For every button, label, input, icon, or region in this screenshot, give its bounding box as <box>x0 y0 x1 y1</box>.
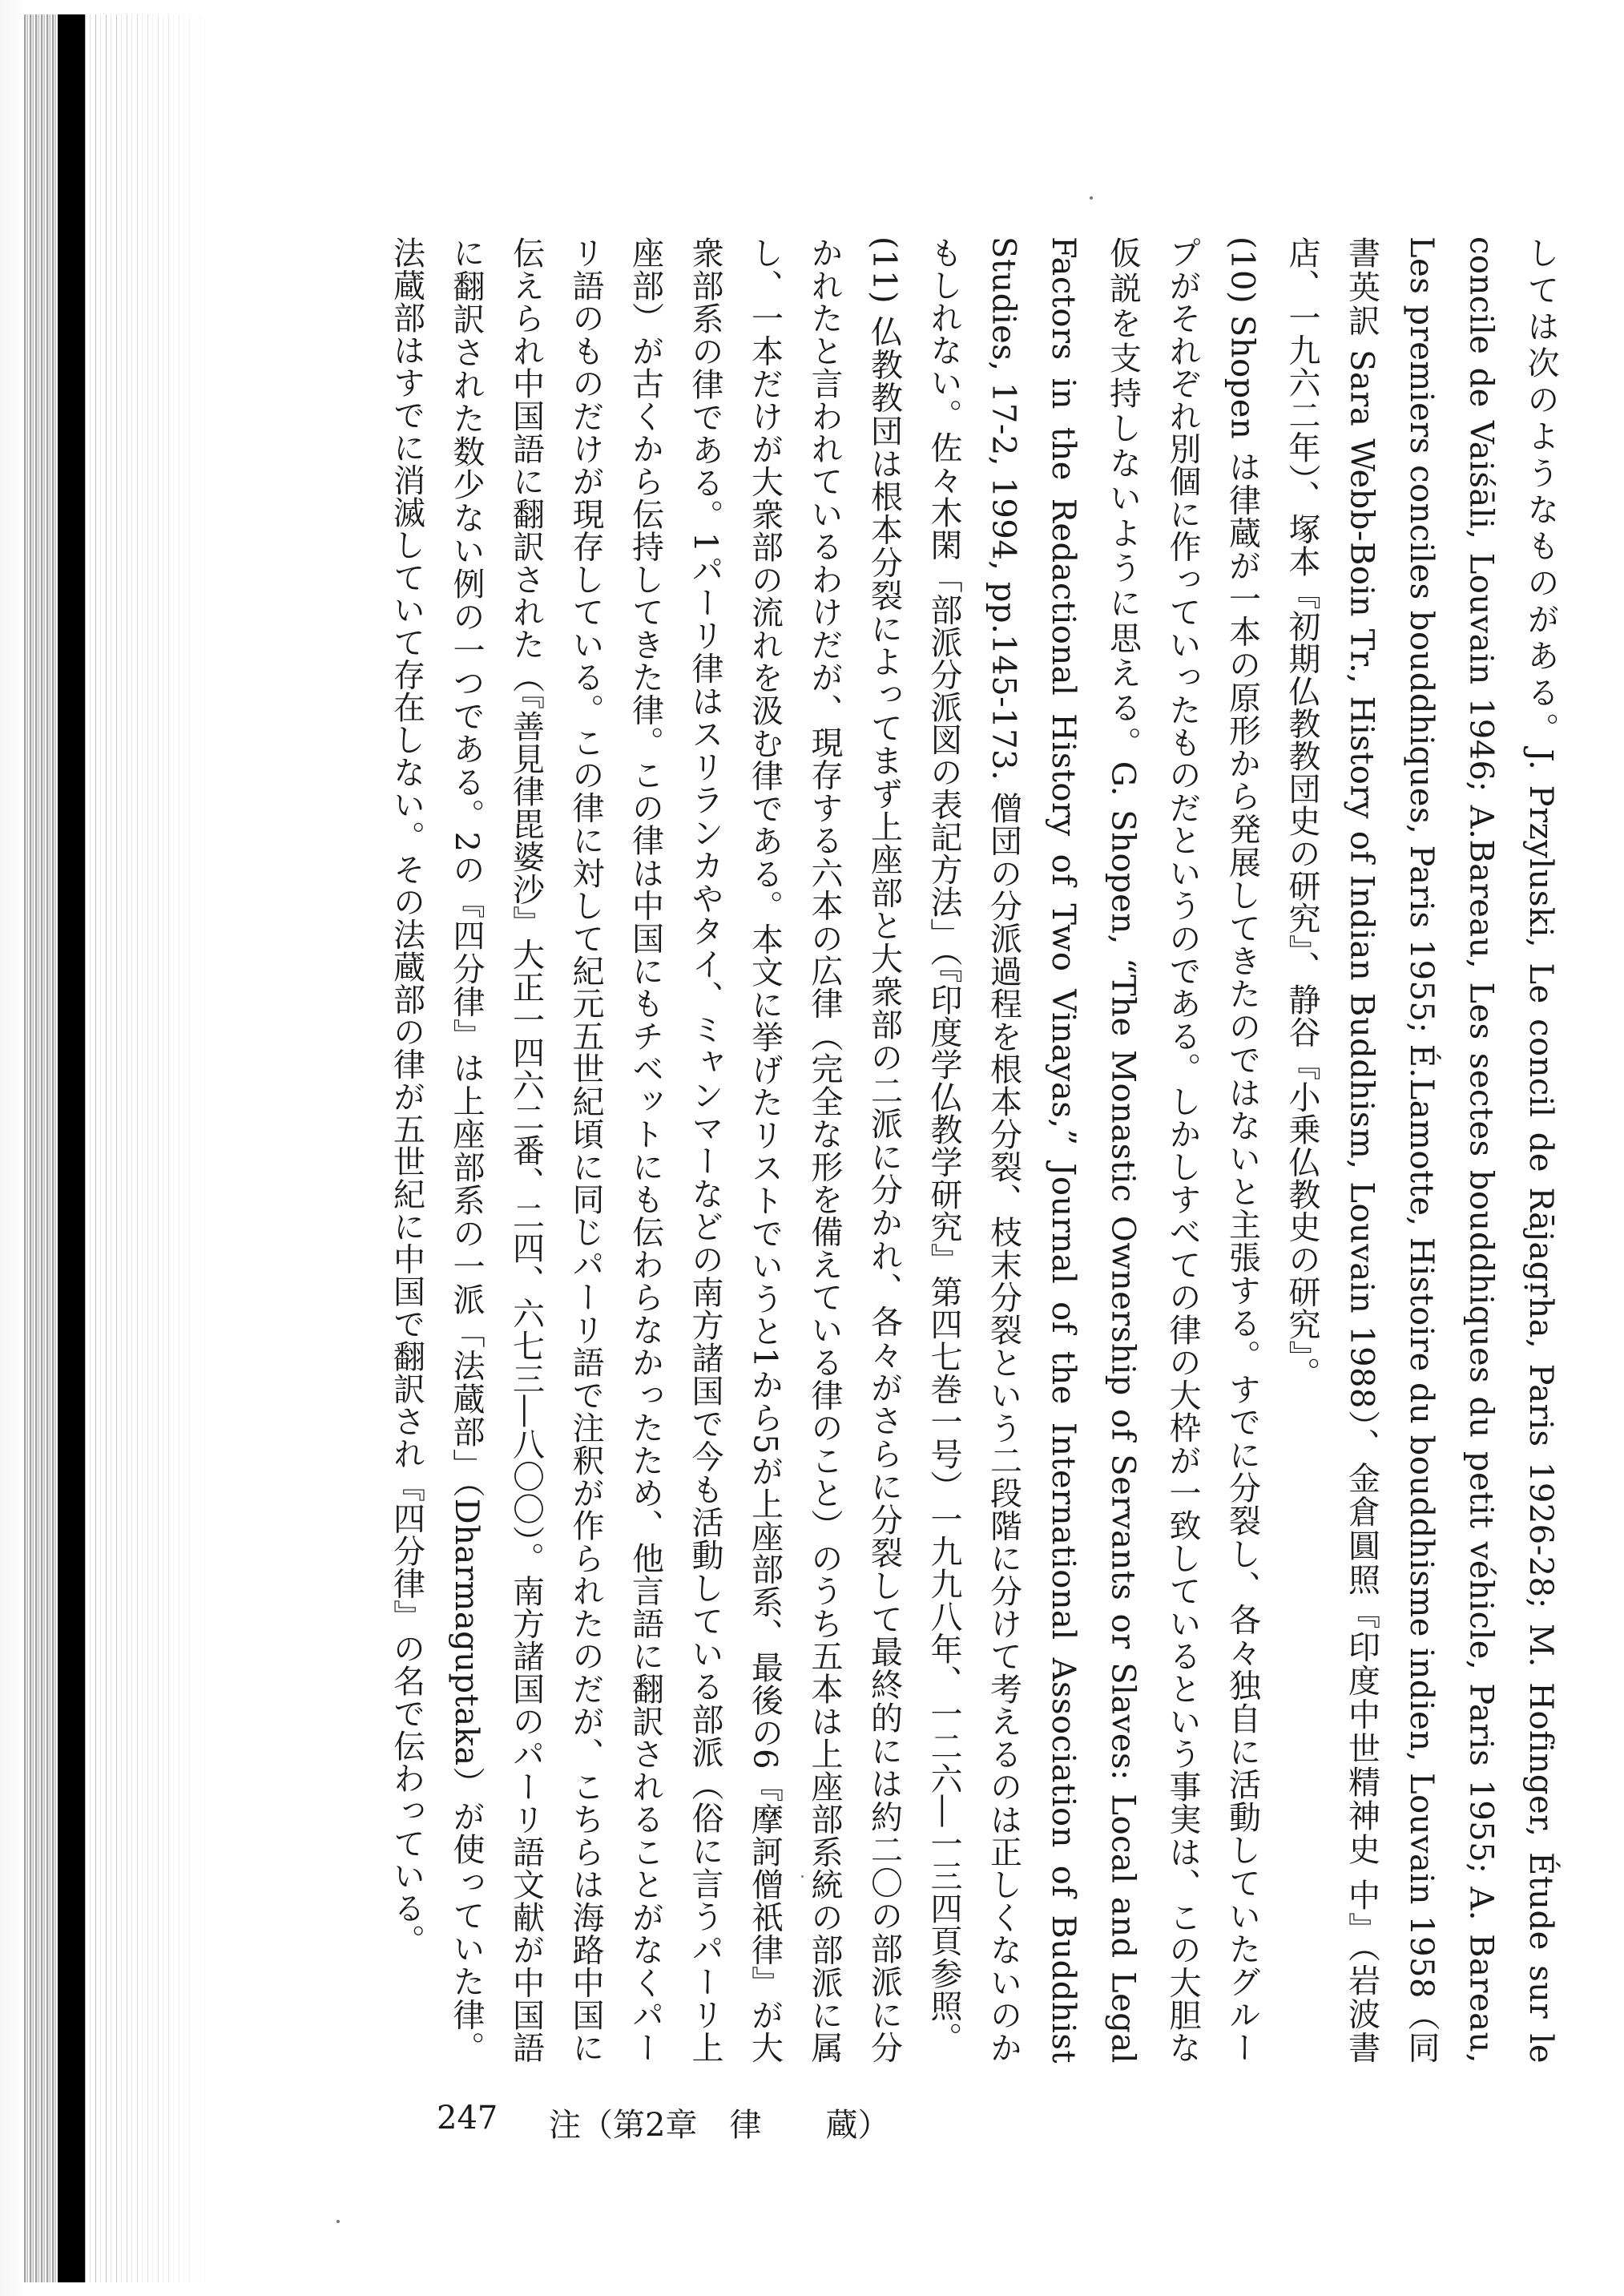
binding-shadow-grey <box>24 14 56 2282</box>
notes-text-block <box>353 236 1570 2064</box>
scan-speck <box>336 2220 340 2223</box>
paragraph-continued: しては次のようなものがある。J. Przyluski, Le concil de Rājagṛha, Paris 1926-28; M. Hofinger, Étude sur le concile de Vaiśāli, Louvain 1946; A.Bareau, Les sectes bouddhiques du petit véhicle, Paris 1955; A. Bareau, Les premiers conciles bouddhiques, Paris 1955; É.Lamotte, Histoire du bouddhisme indien, Louvain 1958（同書英訳 Sara Webb-Boin Tr., History of Indian Buddhism, Louvain 1988）、金倉圓照『印度中世精神史 中』（岩波書店、一九六二年）、塚本『初期仏教教団史の研究』、静谷『小乗仏教史の研究』。 <box>1283 236 1559 2064</box>
note-10: (10) Shopen は律蔵が一本の原形から発展してきたのではないと主張する。すでに分裂し、各々独自に活動していたグループがそれぞれ別個に作っていったものだというのである。しかしすべての律の大枠が一致しているという事実は、この大胆な仮説を支持しないように思える。G. Shopen, “The Monastic Ownership of Servants or Slaves: Local and Legal Factors in the Redactional History of Two Vinayas,” Journal of the International Association of Buddhist Studies, 17-2, 1994, pp.145-173. 僧団の分派過程を根本分裂、枝末分裂という二段階に分けて考えるのは正しくないのかもしれない。佐々木閑「部派分派図の表記方法」（『印度学仏教学研究』第四七巻一号）一九九八年、一二六―一三四頁参照。 <box>925 236 1261 2064</box>
binding-shadow-dark <box>58 14 85 2282</box>
page-edge <box>0 0 24 2296</box>
chapter-running-head: 注（第2章 律 蔵） <box>549 2107 890 2144</box>
binding-shadow-fade <box>85 14 213 2282</box>
note-11: (11) 仏教教団は根本分裂によってまず上座部と大衆部の二派に分かれ、各々がさらに分裂して最終的には約二〇の部派に分かれたと言われているわけだが、現存する六本の広律（完全な形を備えている律のこと）のうち五本は上座部系統の部派に属し、一本だけが大衆部の流れを汲む律である。本文に挙げたリストでいうと1から5が上座部系、最後の6『摩訶僧祇律』が大衆部系の律である。1パーリ律はスリランカやタイ、ミャンマーなどの南方諸国で今も活動している部派（俗に言うパーリ上座部）が古くから伝持してきた律。この律は中国にもチベットにも伝わらなかったため、他言語に翻訳されることがなくパーリ語のものだけが現存している。この律に対して紀元五世紀頃に同じパーリ語で注釈が作られたのだが、こちらは海路中国に伝えられ中国語に翻訳された（『善見律毘婆沙』大正一四六二番、二四、六七三―八〇〇）。南方諸国のパーリ語文献が中国語に翻訳された数少ない例の一つである。2の『四分律』は上座部系の一派「法蔵部」（Dharmaguptaka）が使っていた律。法蔵部はすでに消滅していて存在しない。その法蔵部の律が五世紀に中国で翻訳され『四分律』の名で伝わっている。 <box>388 236 903 2064</box>
scan-speck <box>1090 196 1093 200</box>
page-number: 247 <box>437 2100 498 2137</box>
scan-speck <box>801 1875 804 1878</box>
page-footer <box>437 2100 917 2148</box>
